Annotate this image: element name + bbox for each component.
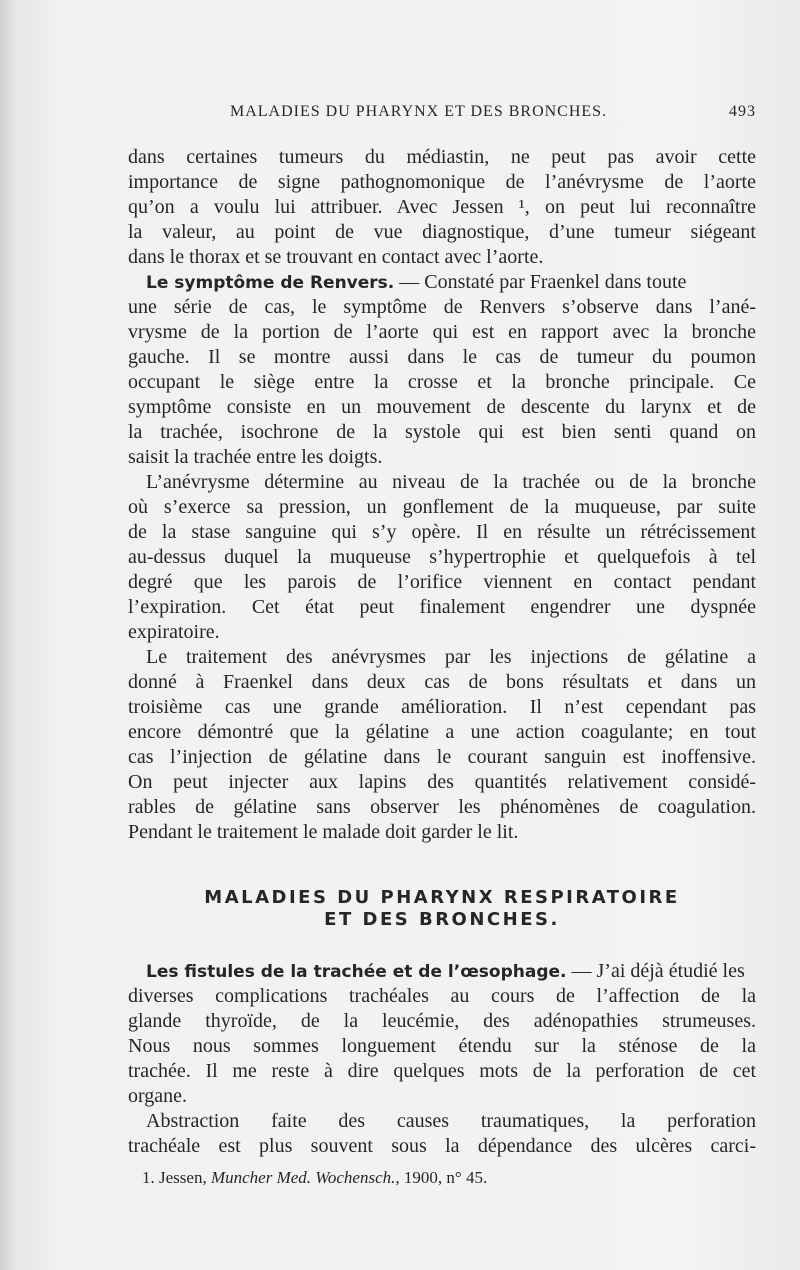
footnote-citation: 1900, n° 45. [403,1168,488,1187]
body-line: saisit la trachée entre les doigts. [128,446,383,468]
section-heading-line-1: MALADIES DU PHARYNX RESPIRATOIRE [204,887,680,908]
body-line: trachéale est plus souvent sous la dépendance des ulcères carci- [128,1135,756,1157]
paragraph-lead-line [146,959,756,985]
body-line: vrysme de la portion de l’aorte qui est en rapport avec la bronche [128,321,756,343]
body-line: troisième cas une grande amélioration. Il n’est cependant pas [128,696,756,718]
body-line: Abstraction faite des causes traumatiques, la perforation [146,1110,756,1132]
running-title: MALADIES DU PHARYNX ET DES BRONCHES. [230,103,608,120]
body-line: donné à Fraenkel dans deux cas de bons résultats et dans un [128,671,756,693]
body-line: cas l’injection de gélatine dans le courant sanguin est inoffensive. [128,746,756,768]
body-line: de la stase sanguine qui s’y opère. Il en résulte un rétrécissement [128,521,756,543]
body-line: organe. [128,1085,188,1107]
body-line: Nous nous sommes longuement étendu sur la sténose de la [128,1035,756,1057]
body-line: dans le thorax et se trouvant en contact avec l’aorte. [128,246,544,268]
body-line: importance de signe pathognomonique de l’anévrysme de l’aorte [128,171,756,193]
body-line: l’expiration. Cet état peut finalement engendrer une dyspnée [128,596,756,618]
body-text: — J’ai déjà étudié les [566,960,745,982]
paragraph-lead-line [146,270,756,296]
body-line: expiratoire. [128,621,220,643]
body-line: rables de gélatine sans observer les phénomènes de coagulation. [128,796,756,818]
body-line: glande thyroïde, de la leucémie, des adénopathies strumeuses. [128,1010,756,1032]
body-line: la valeur, au point de vue diagnostique, d’une tumeur siégeant [128,221,756,243]
page-number: 493 [729,103,756,120]
footnote [142,1168,487,1188]
body-line: On peut injecter aux lapins des quantités relativement considé- [128,771,756,793]
body-line: symptôme consiste en un mouvement de descente du larynx et de [128,396,756,418]
body-line: degré que les parois de l’orifice viennent en contact pendant [128,571,756,593]
body-line: la trachée, isochrone de la systole qui est bien senti quand on [128,421,756,443]
body-line: Pendant le traitement le malade doit garder le lit. [128,821,519,843]
paragraph-lead-fistules: Les fistules de la trachée et de l’œsophage. [146,962,567,982]
section-heading-line-2: ET DES BRONCHES. [324,909,560,930]
body-line: au-dessus duquel la muqueuse s’hypertrophie et quelquefois à tel [128,546,756,568]
body-text: — Constaté par Fraenkel dans toute [394,271,687,293]
body-line: une série de cas, le symptôme de Renvers s’observe dans l’ané- [128,296,756,318]
body-line: encore démontré que la gélatine a une action coagulante; en tout [128,721,756,743]
body-line: trachée. Il me reste à dire quelques mots de la perforation de cet [128,1060,756,1082]
footnote-number: 1. [142,1168,155,1187]
body-line: Le traitement des anévrysmes par les injections de gélatine a [146,646,756,668]
body-line: diverses complications trachéales au cours de l’affection de la [128,985,756,1007]
running-head [128,103,756,129]
paragraph-lead-renvers: Le symptôme de Renvers. [146,273,395,293]
body-line: occupant le siège entre la crosse et la bronche principale. Ce [128,371,756,393]
body-line: où s’exerce sa pression, un gonflement de la muqueuse, par suite [128,496,756,518]
body-line: gauche. Il se montre aussi dans le cas de tumeur du poumon [128,346,756,368]
body-line: qu’on a voulu lui attribuer. Avec Jessen ¹, on peut lui reconnaître [128,196,756,218]
footnote-journal: Muncher Med. Wochensch., [210,1168,400,1187]
body-line: dans certaines tumeurs du médiastin, ne peut pas avoir cette [128,146,756,168]
footnote-author: Jessen, [159,1168,207,1187]
body-line: L’anévrysme détermine au niveau de la trachée ou de la bronche [146,471,756,493]
